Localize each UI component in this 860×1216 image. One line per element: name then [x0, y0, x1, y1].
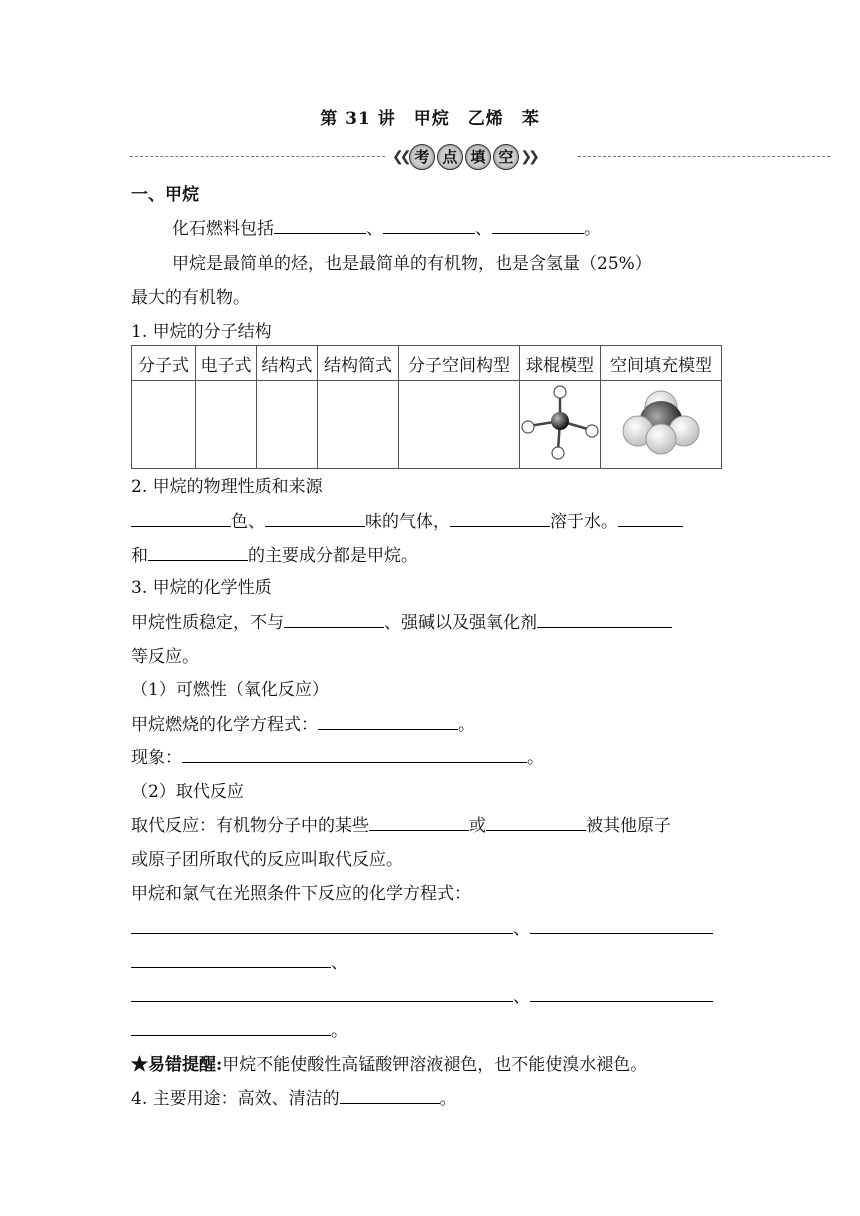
badge-char: 点: [437, 144, 463, 170]
equation-blank-line: 、: [131, 982, 713, 1007]
answer-blank[interactable]: [131, 952, 331, 968]
badge: [392, 144, 536, 170]
answer-blank[interactable]: [148, 545, 248, 561]
answer-blank[interactable]: [265, 511, 365, 527]
answer-blank[interactable]: [530, 986, 713, 1002]
double-chevron-left-icon: ❮❮: [392, 149, 408, 165]
paragraph-line: 或原子团所取代的反应叫取代反应。: [131, 850, 403, 870]
paragraph-line: 甲烷是最简单的烃，也是最简单的有机物，也是含氢量（25%）: [172, 254, 652, 274]
table-header: 分子式: [132, 346, 196, 381]
table-header: 电子式: [196, 346, 257, 381]
badge-char: 考: [409, 144, 435, 170]
section-heading: 一、甲烷: [131, 185, 199, 205]
phenomenon-line: 现象： 。: [131, 748, 544, 768]
badge-char: 填: [465, 144, 491, 170]
answer-blank[interactable]: [537, 612, 672, 628]
table-cell[interactable]: [318, 381, 399, 469]
subheading: （1）可燃性（氧化反应）: [131, 680, 329, 700]
answer-blank[interactable]: [131, 511, 231, 527]
ball-stick-model-cell: [520, 381, 601, 469]
tip-label: ★易错提醒:: [131, 1055, 223, 1075]
equation-blank-line: 。: [131, 1016, 348, 1041]
answer-blank[interactable]: [340, 1088, 440, 1104]
table-cell[interactable]: [132, 381, 196, 469]
equation-blank-line: 、: [131, 948, 348, 973]
molecule-table: [131, 345, 722, 469]
space-filling-model-image: [601, 381, 721, 463]
answer-blank[interactable]: [131, 918, 513, 934]
tip-text: 甲烷不能使酸性高锰酸钾溶液褪色，也不能使溴水褪色。: [222, 1055, 648, 1075]
table-header: 空间填充模型: [601, 346, 722, 381]
physical-properties-line: 和 的主要成分都是甲烷。: [131, 546, 418, 566]
answer-blank[interactable]: [492, 218, 584, 234]
answer-blank[interactable]: [530, 918, 713, 934]
usage-line: 4. 主要用途：高效、清洁的 。: [131, 1089, 457, 1109]
substitution-definition-line: 取代反应：有机物分子中的某些 或 被其他原子: [131, 816, 671, 836]
table-header: 球棍模型: [520, 346, 601, 381]
ball-and-stick-model-image: [520, 381, 600, 463]
equation-blank-line: 、: [131, 914, 713, 939]
answer-blank[interactable]: [383, 218, 475, 234]
table-cell[interactable]: [257, 381, 318, 469]
table-header: 结构简式: [318, 346, 399, 381]
answer-blank[interactable]: [369, 815, 469, 831]
chemical-properties-line: 甲烷性质稳定，不与 、强碱以及强氧化剂: [131, 608, 672, 633]
badge-char: 空: [493, 144, 519, 170]
subheading: （2）取代反应: [131, 782, 244, 802]
section-banner: [130, 144, 830, 170]
answer-blank[interactable]: [318, 714, 458, 730]
paragraph-line: 等反应。: [131, 647, 199, 667]
answer-blank[interactable]: [284, 612, 384, 628]
page-title: 第 31 讲 甲烷 乙烯 苯: [320, 109, 540, 129]
table-cell[interactable]: [399, 381, 520, 469]
subheading: 3. 甲烷的化学性质: [131, 578, 272, 598]
answer-blank[interactable]: [131, 1020, 331, 1036]
fossil-fuel-line: 化石燃料包括 、 、 。: [172, 219, 601, 239]
table-cell[interactable]: [196, 381, 257, 469]
answer-blank[interactable]: [131, 986, 513, 1002]
double-chevron-right-icon: ❯❯: [519, 149, 536, 165]
table-header: 分子空间构型: [399, 346, 520, 381]
paragraph-line: 最大的有机物。: [131, 288, 250, 308]
physical-properties-line: 色、 味的气体， 溶于水。: [131, 507, 683, 532]
answer-blank[interactable]: [486, 815, 586, 831]
answer-blank[interactable]: [618, 511, 683, 527]
table-header: 结构式: [257, 346, 318, 381]
subheading: 2. 甲烷的物理性质和来源: [131, 477, 323, 497]
banner-rule-left: [130, 156, 385, 157]
paragraph-line: 甲烷和氯气在光照条件下反应的化学方程式：: [131, 884, 471, 904]
answer-blank[interactable]: [274, 218, 366, 234]
space-filling-model-cell: [601, 381, 722, 469]
banner-rule-right: [578, 156, 830, 157]
answer-blank[interactable]: [182, 747, 527, 763]
answer-blank[interactable]: [450, 511, 550, 527]
combustion-equation-line: 甲烷燃烧的化学方程式： 。: [131, 715, 475, 735]
tip-line: [131, 1050, 647, 1075]
subheading: 1. 甲烷的分子结构: [131, 322, 272, 342]
